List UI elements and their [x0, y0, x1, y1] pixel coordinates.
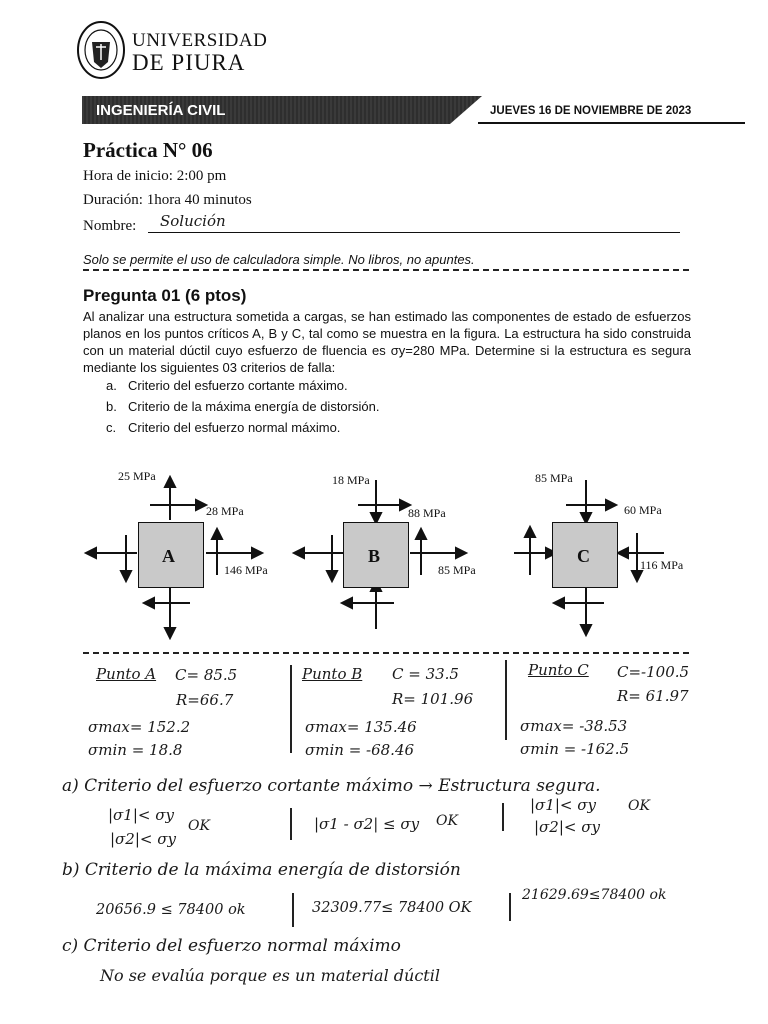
- start-time: Hora de inicio: 2:00 pm: [83, 168, 227, 184]
- point-b-c: C = 33.5: [392, 665, 459, 683]
- question-statement: Al analizar una estructura sometida a cargas, se han estimado las componentes de estado de esfuerzos planos en los puntos críticos A, B y C, tal como se muestra en la figura. La estructura ha sido construida con un material dúctil cuyo esfuerzo de fluencia es σy=280 MPa. Determine si la estructura es segura mediante los siguientes 03 criterios de falla:: [83, 309, 691, 375]
- element-letter-b: B: [368, 546, 381, 566]
- criterion-c-title: c) Criterio del esfuerzo normal máximo: [62, 936, 401, 956]
- criterion-b-title: b) Criterio de la máxima energía de distorsión: [62, 860, 461, 880]
- criterion-a-point-b-line: |σ1 - σ2| ≤ σy: [314, 815, 420, 833]
- tau-label-c: 60 MPa: [624, 503, 662, 517]
- point-a-r: R=66.7: [176, 691, 234, 709]
- point-b-smin: σmin = -68.46: [305, 741, 415, 759]
- option-b: [106, 399, 379, 414]
- criterion-a-point-c-ok: OK: [628, 798, 650, 814]
- exam-title: Práctica N° 06: [83, 138, 213, 162]
- point-b-r: R= 101.96: [392, 690, 474, 708]
- criterion-c-text: No se evalúa porque es un material dúctil: [100, 966, 440, 985]
- point-divider-1: [290, 665, 292, 753]
- point-c-smin: σmin = -162.5: [520, 740, 630, 758]
- element-letter-c: C: [577, 546, 590, 566]
- point-c-c: C=-100.5: [617, 663, 690, 681]
- criterion-b-divider-2: [509, 893, 511, 921]
- criterion-a-point-b-ok: OK: [436, 813, 458, 829]
- sigma-y-label-a: 25 MPa: [118, 469, 156, 483]
- point-b-smax: σmax= 135.46: [305, 718, 417, 736]
- sigma-y-label-b: 18 MPa: [332, 473, 370, 487]
- university-seal: [76, 20, 126, 80]
- tau-label-a: 28 MPa: [206, 504, 244, 518]
- criterion-a-point-a-ok: OK: [188, 818, 210, 834]
- name-value: Solución: [160, 212, 226, 230]
- exam-date: JUEVES 16 DE NOVIEMBRE DE 2023: [490, 105, 692, 117]
- criterion-b-point-b: 32309.77≤ 78400 OK: [312, 900, 472, 916]
- sigma-x-label-a: 146 MPa: [224, 563, 268, 577]
- option-text: Criterio de la máxima energía de distorsión.: [128, 399, 380, 414]
- header-rule: [478, 122, 745, 124]
- point-c-title: Punto C: [528, 661, 589, 679]
- criterion-b-divider-1: [292, 893, 294, 927]
- criterion-b-point-c: 21629.69≤78400 ok: [522, 887, 667, 903]
- point-c-r: R= 61.97: [617, 687, 689, 705]
- option-marker: a.: [106, 378, 117, 393]
- faculty-label: INGENIERÍA CIVIL: [96, 102, 226, 119]
- option-text: Criterio del esfuerzo cortante máximo.: [128, 378, 348, 393]
- question-heading: Pregunta 01 (6 ptos): [83, 286, 247, 305]
- option-c: [106, 420, 340, 435]
- point-a-smax: σmax= 152.2: [88, 718, 191, 736]
- point-a-title: Punto A: [96, 665, 157, 683]
- sigma-y-label-c: 85 MPa: [535, 471, 573, 485]
- university-name-line2: DE PIURA: [132, 50, 246, 75]
- sigma-x-label-c: 116 MPa: [640, 558, 684, 572]
- exam-note: Solo se permite el uso de calculadora simple. No libros, no apuntes.: [83, 252, 475, 267]
- option-marker: c.: [106, 420, 117, 435]
- criterion-a-divider-2: [502, 803, 504, 831]
- criterion-b-point-a: 20656.9 ≤ 78400 ok: [96, 902, 246, 918]
- duration: Duración: 1hora 40 minutos: [83, 192, 252, 208]
- criterion-a-point-c-line2: |σ2|< σy: [534, 818, 600, 836]
- point-b-title: Punto B: [302, 665, 363, 683]
- option-a: [106, 378, 348, 393]
- point-a-smin: σmin = 18.8: [88, 741, 183, 759]
- university-name-line1: UNIVERSIDAD: [132, 30, 268, 51]
- point-divider-2: [505, 660, 507, 740]
- sigma-x-label-b: 85 MPa: [438, 563, 476, 577]
- criterion-a-point-c-line1: |σ1|< σy: [530, 796, 596, 814]
- element-letter-a: A: [162, 546, 175, 566]
- note-divider: [83, 269, 689, 271]
- option-marker: b.: [106, 399, 117, 414]
- criterion-a-title: a) Criterio del esfuerzo cortante máximo → Estructura segura.: [62, 776, 601, 796]
- point-c-smax: σmax= -38.53: [520, 717, 628, 735]
- point-a-c: C= 85.5: [175, 666, 238, 684]
- name-label: Nombre:: [83, 218, 137, 234]
- tau-label-b: 88 MPa: [408, 506, 446, 520]
- criterion-a-point-a-line1: |σ1|< σy: [108, 806, 174, 824]
- option-text: Criterio del esfuerzo normal máximo.: [128, 420, 341, 435]
- criterion-a-point-a-line2: |σ2|< σy: [110, 830, 176, 848]
- name-underline: [148, 232, 680, 233]
- criterion-a-divider-1: [290, 808, 292, 840]
- figure-divider: [83, 652, 689, 654]
